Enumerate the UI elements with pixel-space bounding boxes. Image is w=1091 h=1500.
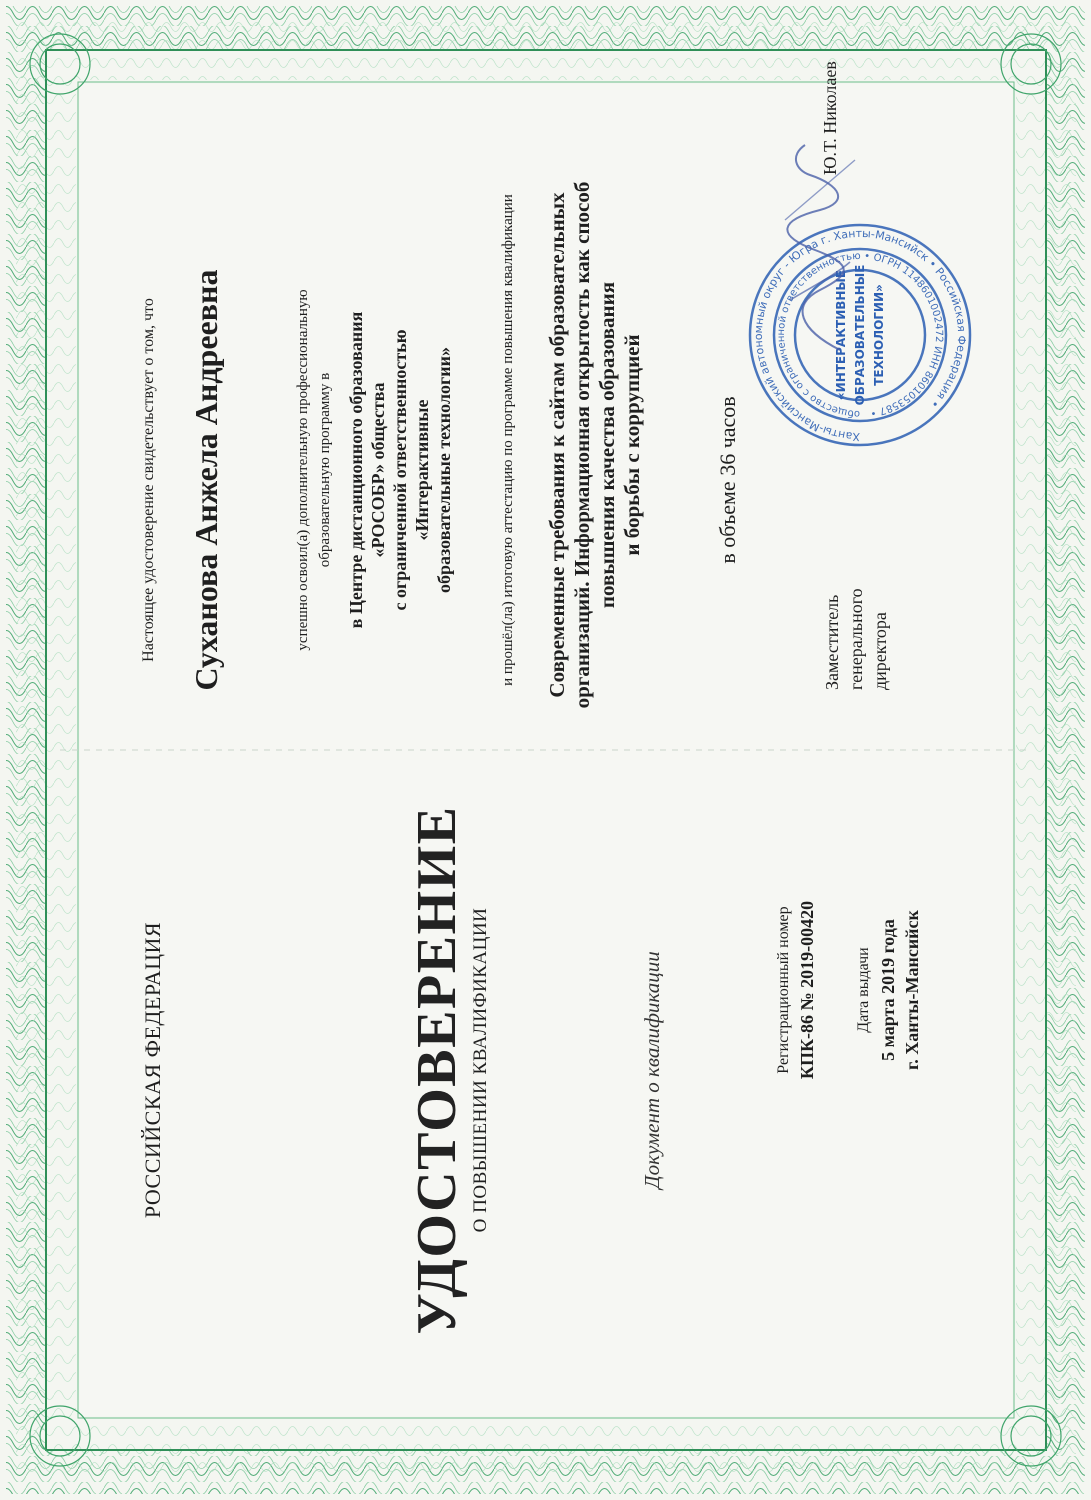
intro-text: Настоящее удостоверение свидетельствует о том, что <box>140 298 157 662</box>
signer-position-line: директора <box>870 612 890 690</box>
organization-line: в Центре дистанционного образования <box>346 311 366 629</box>
mastered-line: образовательную программу в <box>317 372 333 568</box>
seal-center-line: «ИНТЕРАКТИВНЫЕ <box>834 269 848 401</box>
organization-line: образовательные технологии» <box>434 347 454 593</box>
signer-name: Ю.Т. Николаев <box>820 61 840 175</box>
registration-label: Регистрационный номер <box>775 906 792 1074</box>
seal-center-line: ТЕХНОЛОГИИ» <box>872 284 886 386</box>
seal-center-line: ОБРАЗОВАТЕЛЬНЫЕ <box>853 264 867 406</box>
person-name: Суханова Анжела Андреевна <box>188 269 224 691</box>
course-title-line: организаций. Информационная открытость как способ <box>570 181 594 709</box>
mastered-line: успешно освоил(а) дополнительную профессиональную <box>295 289 311 651</box>
signer-position-line: генерального <box>846 588 866 690</box>
seal-inner-text: общество с ограниченной ответственностью • ОГРН 1148601002472 ИНН 8601053587 • <box>775 250 945 420</box>
handwritten-signature <box>760 120 880 360</box>
certificate-title: УДОСТОВЕРЕНИЕ <box>406 805 468 1335</box>
document-kind: Документ о квалификации <box>640 951 664 1189</box>
organization-line: «Интерактивные <box>412 399 432 541</box>
seal-outer-text: Ханты-Мансийский автономный округ - Югра г. Ханты-Мансийск • Российская Федерация • <box>751 226 969 444</box>
course-title-line: Современные требования к сайтам образовательных <box>545 192 569 698</box>
issue-date-label: Дата выдачи <box>855 947 872 1033</box>
attestation-text: и прошёл(ла) итоговую аттестацию по программе повышения квалификации <box>500 194 516 686</box>
signer-position-line: Заместитель <box>822 594 842 690</box>
country-label: РОССИЙСКАЯ ФЕДЕРАЦИЯ <box>140 921 165 1219</box>
certificate-subtitle: О ПОВЫШЕНИИ КВАЛИФИКАЦИИ <box>470 907 491 1233</box>
issue-city: г. Ханты-Мансийск <box>902 910 922 1070</box>
registration-number: КПК-86 № 2019-00420 <box>797 900 817 1080</box>
course-title-line: повышения качества образования <box>595 281 619 609</box>
issue-date: 5 марта 2019 года <box>878 919 898 1061</box>
organization-line: с ограниченной ответственностью <box>390 329 410 611</box>
organization-line: «РОСОБР» общества <box>368 382 388 558</box>
course-hours: в объеме 36 часов <box>715 396 740 564</box>
course-title-line: и борьбы с коррупцией <box>620 334 644 556</box>
